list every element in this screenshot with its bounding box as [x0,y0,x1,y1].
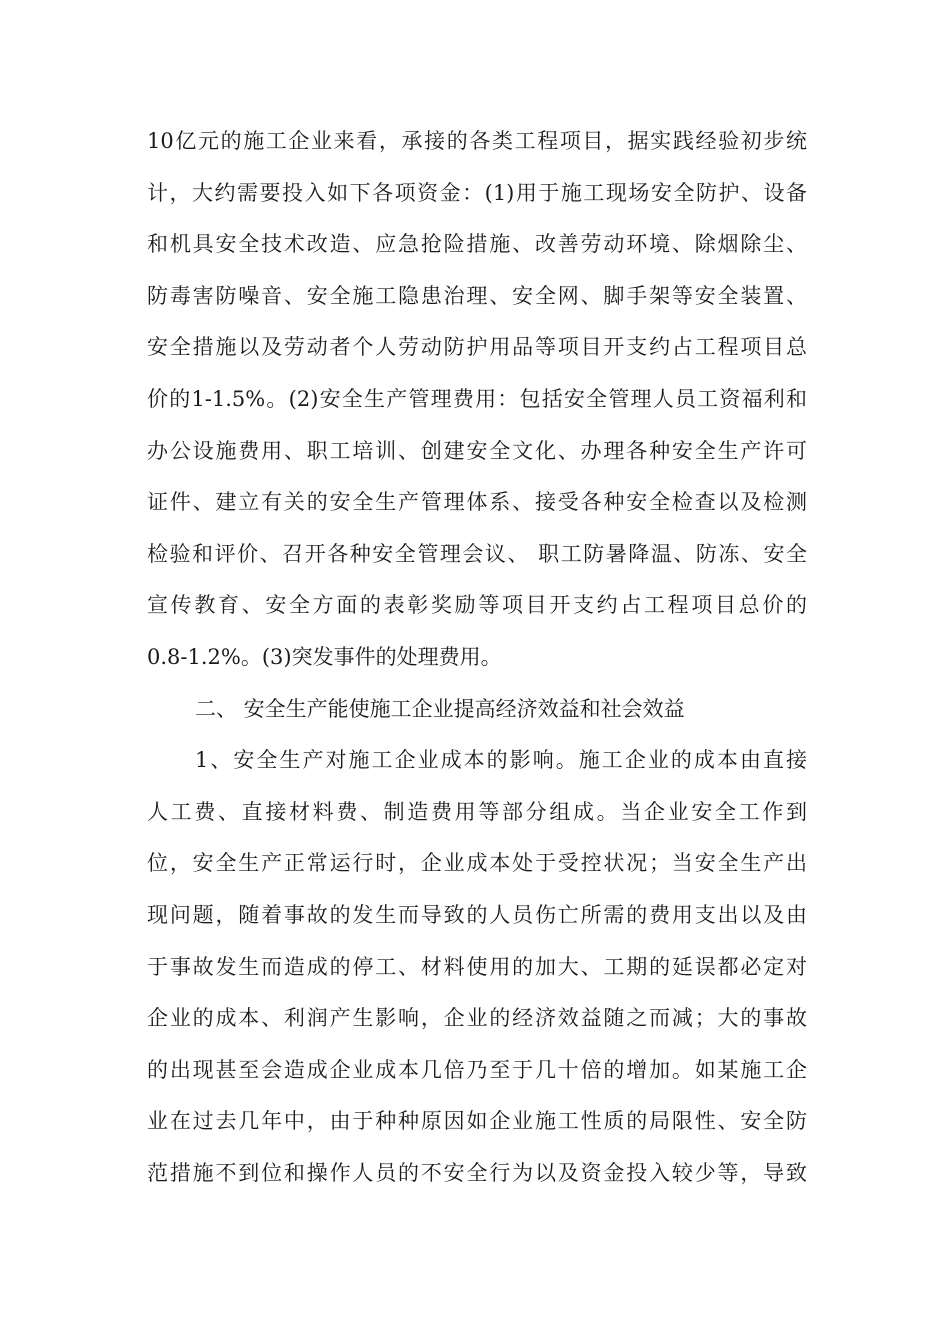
text-line: 于事故发生而造成的停工、材料使用的加大、工期的延误都必定对 [147,954,807,979]
text-line: 现问题，随着事故的发生而导致的人员伤亡所需的费用支出以及由 [147,902,807,927]
text-line: 人工费、直接材料费、制造费用等部分组成。当企业安全工作到 [147,799,807,824]
text-line: 证件、建立有关的安全生产管理体系、接受各种安全检查以及检测 [147,490,807,515]
text-line: 办公设施费用、职工培训、创建安全文化、办理各种安全生产许可 [147,438,807,463]
text-line: 范措施不到位和操作人员的不安全行为以及资金投入较少等，导致 [147,1160,807,1185]
text-line: 企业的成本、利润产生影响，企业的经济效益随之而减；大的事故 [147,1006,807,1031]
text-line: 检验和评价、召开各种安全管理会议、 职工防暑降温、防冻、安全 [147,541,807,566]
text-line: 的出现甚至会造成企业成本几倍乃至于几十倍的增加。如某施工企 [147,1057,807,1082]
text-line: 0.8-1.2%。(3)突发事件的处理费用。 [147,644,502,669]
text-line: 1、安全生产对施工企业成本的影响。施工企业的成本由直接 [195,748,807,773]
text-line: 和机具安全技术改造、应急抢险措施、改善劳动环境、除烟除尘、 [147,232,807,257]
text-line: 10亿元的施工企业来看，承接的各类工程项目，据实践经验初步统 [147,129,807,153]
text-line: 价的1-1.5%。(2)安全生产管理费用：包括安全管理人员工资福利和 [147,386,807,411]
text-line: 安全措施以及劳动者个人劳动防护用品等项目开支约占工程项目总 [147,335,807,360]
section-heading: 二、 安全生产能使施工企业提高经济效益和社会效益 [195,696,685,721]
text-line: 计，大约需要投入如下各项资金：(1)用于施工现场安全防护、设备 [147,180,807,205]
text-line: 宣传教育、安全方面的表彰奖励等项目开支约占工程项目总价的 [147,593,807,618]
text-line: 业在过去几年中，由于种种原因如企业施工性质的局限性、安全防 [147,1109,807,1134]
text-line: 防毒害防噪音、安全施工隐患治理、安全网、脚手架等安全装置、 [147,283,807,308]
document-body [147,116,807,1199]
text-line: 位，安全生产正常运行时，企业成本处于受控状况；当安全生产出 [147,851,807,876]
